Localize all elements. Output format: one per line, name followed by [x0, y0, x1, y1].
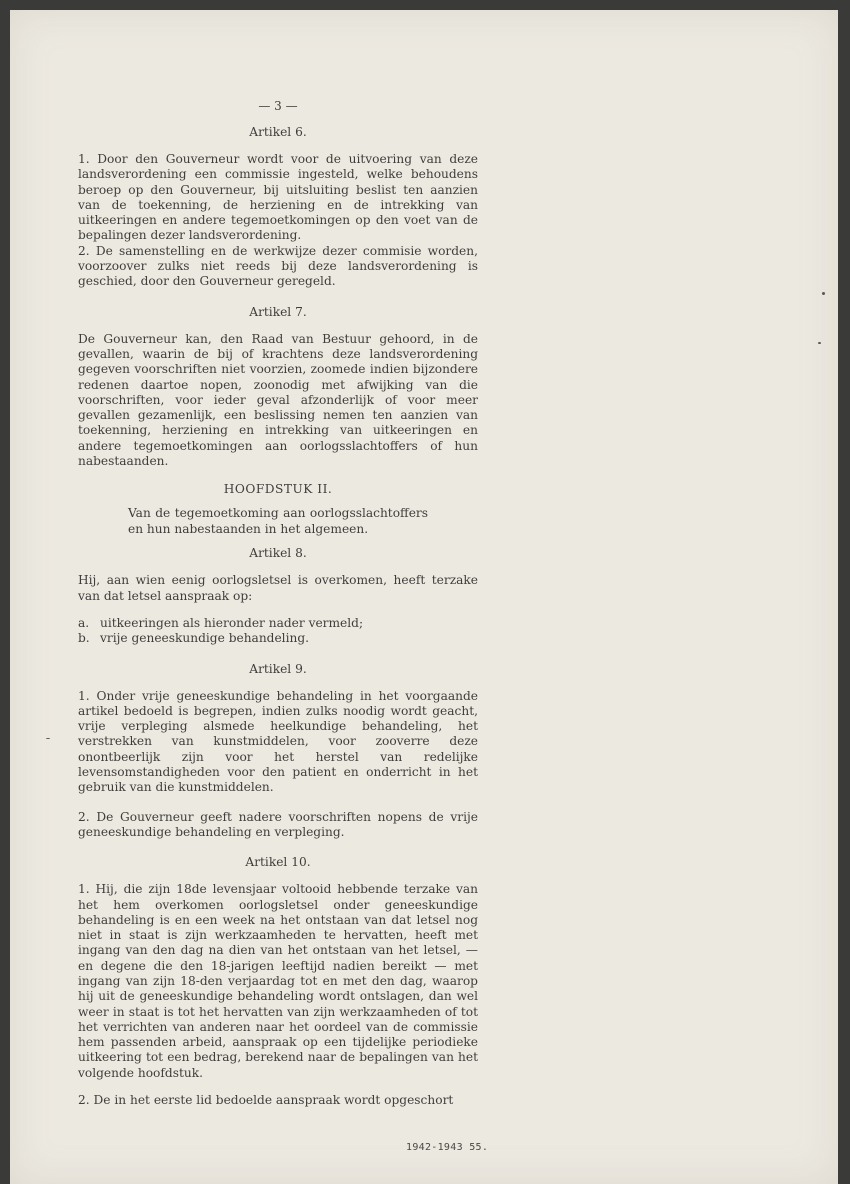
paper-speck [822, 292, 825, 295]
list-marker: a. [78, 615, 90, 630]
paper-speck [818, 342, 821, 344]
chapter-2-subheading: Van de tegemoetkoming aan oorlogsslachtoffers en hun nabestaanden in het algemeen. [128, 506, 428, 537]
article-8-list [78, 616, 478, 647]
list-item [78, 616, 478, 631]
footer-reference: 1942-1943 55. [406, 1142, 489, 1153]
list-item [78, 631, 478, 646]
article-7-heading: Artikel 7. [249, 304, 307, 319]
chapter-2-heading: HOOFDSTUK II. [223, 482, 333, 497]
page-number: — 3 — [258, 99, 298, 113]
document-page [10, 10, 838, 1184]
list-item-text: vrije geneeskundige behandeling. [100, 631, 310, 646]
article-9-paragraph-2: 2. De Gouverneur geeft nadere voorschriften nopens de vrije geneeskundige behandeling en verpleging. [78, 809, 478, 839]
article-10-heading: Artikel 10. [245, 855, 311, 870]
article-7-paragraph-1: De Gouverneur kan, den Raad van Bestuur gehoord, in de gevallen, waarin de bij of krachtens deze landsverordening gegeven voorschriften niet voorzien, zoomede indien bijzondere redenen daartoe nopen, zoonodig met afwijking van die voorschriften, voor ieder geval afzonderlijk of voor meer gevallen gezamenlijk, een beslissing nemen ten aanzien van toekenning, herziening en intrekking van uitkeeringen en andere tegemoetkomingen aan oorlogsslachtoffers of hun nabestaanden. [78, 331, 478, 469]
article-6-paragraph-2: 2. De samenstelling en de werkwijze dezer commisie worden, voorzoover zulks niet reeds bij deze landsverordening is geschied, door den Gouverneur geregeld. [78, 243, 478, 289]
article-8-heading: Artikel 8. [249, 546, 307, 561]
text-column [78, 98, 478, 1118]
article-10-paragraph-2: 2. De in het eerste lid bedoelde aanspraak wordt opgeschort [78, 1093, 454, 1108]
article-6-heading: Artikel 6. [249, 125, 307, 139]
list-item-text: uitkeeringen als hieronder nader vermeld; [100, 615, 364, 630]
article-6-paragraph-1: 1. Door den Gouverneur wordt voor de uitvoering van deze landsverordening een commissie ingesteld, welke behoudens beroep op den Gouverneur, bij uitsluiting beslist ten aanzien van de toekenning, de herziening en de intrekking van uitkeeringen en andere tegemoetkomingen op den voet van de bepalingen dezer landsverordening. [78, 152, 478, 243]
article-10-paragraph-1: 1. Hij, die zijn 18de levensjaar voltooid hebbende terzake van het hem overkomen oorlogsletsel onder geneeskundige behandeling is en een week na het ontstaan van dat letsel nog niet in staat is zijn werkzaamheden te hervatten, heeft met ingang van den dag na dien van het ontstaan van het letsel, — en degene die den 18-jarigen leeftijd nadien bereikt — met ingang van zijn 18-den verjaardag tot en met den dag, waarop hij uit de geneeskundige behandeling wordt ontslagen, dan wel weer in staat is tot het hervatten van zijn werkzaamheden of tot het verrichten van anderen naar het oordeel van de commissie hem passenden arbeid, aanspraak op een tijdelijke periodieke uitkeering tot een bedrag, berekend naar de bepalingen van het volgende hoofdstuk. [78, 882, 478, 1080]
paper-speck [46, 738, 50, 739]
article-8-paragraph-1: Hij, aan wien eenig oorlogsletsel is overkomen, heeft terzake van dat letsel aanspraak op: [78, 573, 478, 603]
article-9-heading: Artikel 9. [249, 661, 307, 676]
article-9-paragraph-1: 1. Onder vrije geneeskundige behandeling in het voorgaande artikel bedoeld is begrepen, indien zulks noodig wordt geacht, vrije verpleging alsmede heelkundige behandeling, het verstrekken van kunstmiddelen, voor zooverre deze onontbeerlijk zijn voor het herstel van redelijke levensomstandigheden voor den patient en onderricht in het gebruik van die kunstmiddelen. [78, 688, 478, 795]
list-marker: b. [78, 631, 90, 646]
